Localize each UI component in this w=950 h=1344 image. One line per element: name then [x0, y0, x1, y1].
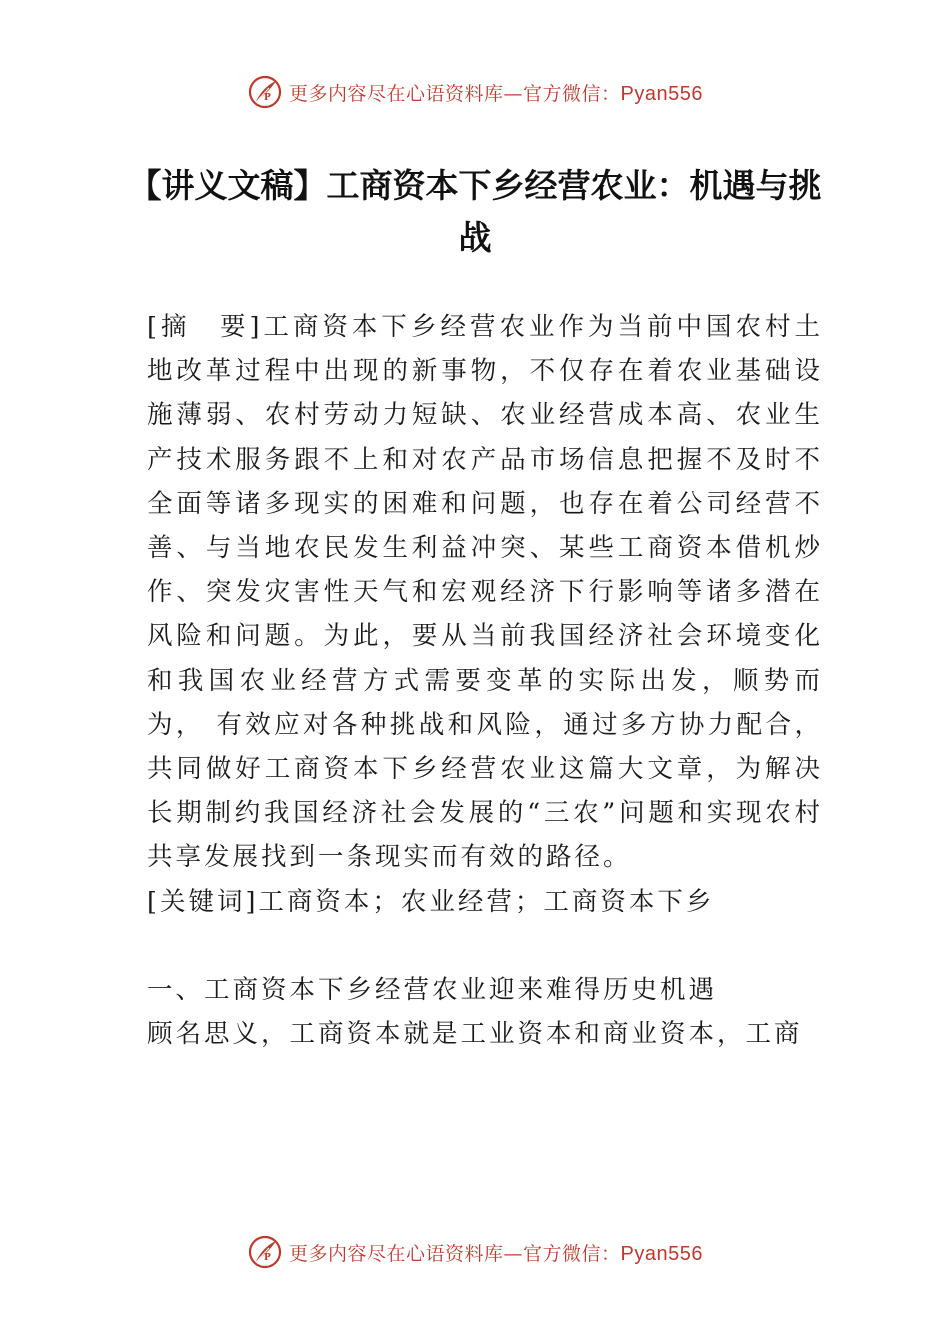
blank-line	[147, 924, 823, 968]
footer-watermark	[0, 1232, 950, 1272]
svg-text:P: P	[264, 93, 271, 103]
section-heading: 一、工商资本下乡经营农业迎来难得历史机遇	[147, 975, 718, 1006]
watermark-text: 更多内容尽在心语资料库—官方微信：Pyan556	[289, 1242, 703, 1265]
feather-pen-logo-icon	[247, 1234, 283, 1270]
abstract-paragraph: [摘 要]工商资本下乡经营农业作为当前中国农村土地改革过程中出现的新事物，不仅存在着农业基础设施薄弱、农村劳动力短缺、农业经营成本高、农业生产技术服务跟不上和对农产品市场信息把握不及时不全面等诸多现实的困难和问题，也存在着公司经营不善、与当地农民发生利益冲突、某些工商资本借机炒作、突发灾害性天气和宏观经济下行影响等诸多潜在风险和问题。为此，要从当前我国经济社会环境变化和我国农业经营方式需要变革的实际出发，顺势而为， 有效应对各种挑战和风险，通过多方协力配合，共同做好工商资本下乡经营农业这篇大文章，为解决长期制约我国经济社会发展的“三农”问题和实现农村共享发展找到一条现实而有效的路径。	[147, 312, 823, 873]
wechat-id: Pyan556	[620, 1242, 703, 1265]
keywords-line: [关键词]工商资本；农业经营；工商资本下乡	[147, 886, 715, 917]
document-body	[147, 305, 823, 1056]
document-title: 【讲义文稿】工商资本下乡经营农业：机遇与挑战	[128, 166, 822, 257]
wechat-id: Pyan556	[620, 82, 703, 105]
svg-text:P: P	[264, 1253, 271, 1263]
body-paragraph: 顾名思义，工商资本就是工业资本和商业资本，工商	[147, 1019, 803, 1050]
watermark-text: 更多内容尽在心语资料库—官方微信：Pyan556	[289, 82, 703, 105]
feather-pen-logo-icon	[247, 74, 283, 110]
header-watermark	[0, 72, 950, 112]
